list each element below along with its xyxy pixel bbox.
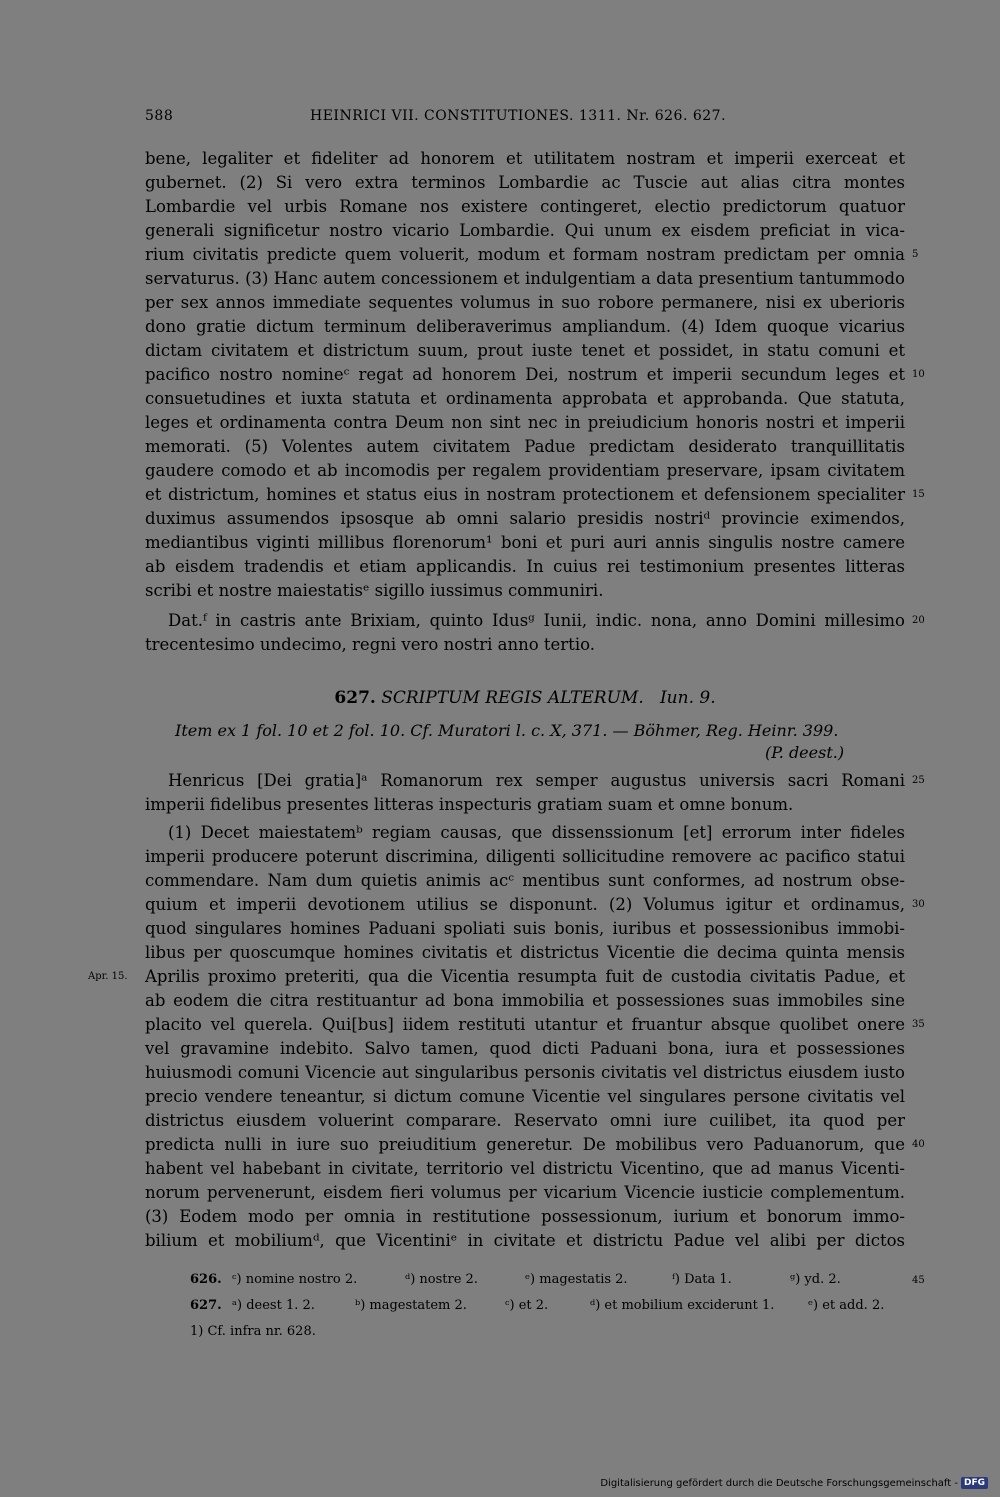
text-line: gaudere comodo et ab incomodis per regalem providentiam preservare, ipsam civitatem — [145, 461, 905, 480]
text-line: huiusmodi comuni Vicencie aut singularibus personis civitatis vel districtus eiusdem iusto — [145, 1063, 905, 1082]
footnote-item: ᶜ) nomine nostro 2. — [232, 1272, 358, 1287]
text-line: vel gravamine indebito. Salvo tamen, quod dicti Paduani bona, iura et possessiones — [145, 1039, 905, 1058]
text-line: quod singulares homines Paduani spoliati suis bonis, iuribus et possessionibus immobi- — [145, 919, 905, 938]
text-line: (3) Eodem modo per omnia in restitutione possessionum, iurium et bonorum immo- — [145, 1207, 905, 1226]
text-line: mediantibus viginti millibus florenorum¹ boni et puri auri annis singulis nostre camere — [145, 533, 905, 552]
text-line: dictam civitatem et districtum suum, prout iuste tenet et possidet, in statu comuni et — [145, 341, 905, 360]
footnote-label-627: 627. — [190, 1298, 222, 1313]
footnote-item: ᵍ) yd. 2. — [790, 1272, 841, 1287]
line-number: 20 — [912, 615, 925, 626]
text-line: gubernet. (2) Si vero extra terminos Lombardie ac Tuscie aut alias citra montes — [145, 173, 905, 192]
footnote-item: ᶜ) et 2. — [505, 1298, 549, 1313]
text-line: servaturus. (3) Hanc autem concessionem et indulgentiam a data presentium tantummodo — [145, 269, 905, 288]
margin-date-note: Apr. 15. — [88, 971, 128, 982]
text-line: Lombardie vel urbis Romane nos existere contingeret, electio predictorum quatuor — [145, 197, 905, 216]
text-line: rium civitatis predicte quem voluerit, modum et formam nostram predictam per omnia — [145, 245, 905, 264]
text-line: precio vendere teneantur, si dictum comune Vicentie vel singulares persone civitatis vel — [145, 1087, 905, 1106]
footnote-item: 1) Cf. infra nr. 628. — [190, 1324, 316, 1339]
text-line: leges et ordinamenta contra Deum non sint nec in preiudicium honoris nostri et imperii — [145, 413, 905, 432]
line-number: 25 — [912, 775, 925, 786]
text-line: commendare. Nam dum quietis animis acᶜ mentibus sunt conformes, ad nostrum obse- — [145, 871, 905, 890]
dating-line: trecentesimo undecimo, regni vero nostri anno tertio. — [145, 635, 595, 654]
text-line: norum pervenerunt, eisdem fieri volumus per vicarium Vicencie iusticie complementum. — [145, 1183, 905, 1202]
funding-notice: Digitalisierung gefördert durch die Deutsche Forschungsgemeinschaft - — [600, 1477, 958, 1489]
text-line: generali significetur nostro vicario Lombardie. Qui unum ex eisdem preficiat in vica- — [145, 221, 905, 240]
line-number: 40 — [912, 1139, 925, 1150]
text-line: ab eisdem tradendis et etiam applicandis. In cuius rei testimonium presentes litteras — [145, 557, 905, 576]
text-line: predicta nulli in iure suo preiuditium generetur. De mobilibus vero Paduanorum, que — [145, 1135, 905, 1154]
text-line: pacifico nostro nomineᶜ regat ad honorem Dei, nostrum et imperii secundum leges et — [145, 365, 905, 384]
dfg-logo: DFG — [961, 1477, 988, 1489]
line-number: 10 — [912, 369, 925, 380]
text-line: bene, legaliter et fideliter ad honorem et utilitatem nostram et imperii exerceat et — [145, 149, 905, 168]
line-number: 5 — [912, 249, 919, 260]
page-number: 588 — [145, 108, 174, 124]
text-line: consuetudines et iuxta statuta et ordinamenta approbata et approbanda. Que statuta, — [145, 389, 905, 408]
footnote-label-626: 626. — [190, 1272, 222, 1287]
line-number: 45 — [912, 1275, 925, 1286]
running-title: HEINRICI VII. CONSTITUTIONES. 1311. Nr. 626. 627. — [310, 108, 727, 124]
text-line: libus per quoscumque homines civitatis et districtus Vicentie die decima quinta mensis — [145, 943, 905, 962]
footnote-item: ᵈ) nostre 2. — [405, 1272, 478, 1287]
source-line: Item ex 1 fol. 10 et 2 fol. 10. Cf. Muratori l. c. X, 371. — Böhmer, Reg. Heinr. 399. — [175, 721, 839, 740]
line-number: 15 — [912, 489, 925, 500]
dating-line: Dat.ᶠ in castris ante Brixiam, quinto Idusᵍ Iunii, indic. nona, anno Domini millesimo — [168, 611, 905, 630]
text-line: memorati. (5) Volentes autem civitatem Padue predictam desiderato tranquillitatis — [145, 437, 905, 456]
document-date: Iun. 9. — [659, 688, 716, 708]
text-line: scribi et nostre maiestatisᵉ sigillo iussimus communiri. — [145, 581, 604, 600]
document-heading — [145, 686, 905, 710]
footnote-item: ᵉ) magestatis 2. — [525, 1272, 628, 1287]
footnote-item: ᵃ) deest 1. 2. — [232, 1298, 315, 1313]
text-line: Aprilis proximo preteriti, qua die Vicentia resumpta fuit de custodia civitatis Padue, et — [145, 967, 905, 986]
line-number: 30 — [912, 899, 925, 910]
text-line: quium et imperii devotionem utilius se disponunt. (2) Volumus igitur et ordinamus, — [145, 895, 905, 914]
text-line: placito vel querela. Qui[bus] iidem restituti utantur et fruantur absque quolibet onere — [145, 1015, 905, 1034]
footnote-item: ᶠ) Data 1. — [672, 1272, 732, 1287]
line-number: 35 — [912, 1019, 925, 1030]
intro-line: imperii fidelibus presentes litteras inspecturis gratiam suam et omne bonum. — [145, 795, 794, 814]
text-line: (1) Decet maiestatemᵇ regiam causas, que dissenssionum [et] errorum inter fideles — [168, 823, 905, 842]
text-line: dono gratie dictum terminum deliberaverimus ampliandum. (4) Idem quoque vicarius — [145, 317, 905, 336]
text-line: districtus eiusdem voluerint comparare. Reservato omni iure cuilibet, ita quod per — [145, 1111, 905, 1130]
dfg-footer — [600, 1477, 988, 1489]
document-title: SCRIPTUM REGIS ALTERUM. — [381, 688, 644, 708]
footnote-item: ᵇ) magestatem 2. — [355, 1298, 467, 1313]
text-line: duximus assumendos ipsosque ab omni salario presidis nostriᵈ provincie eximendos, — [145, 509, 905, 528]
intro-line: Henricus [Dei gratia]ᵃ Romanorum rex semper augustus universis sacri Romani — [168, 771, 905, 790]
document-number: 627. — [334, 688, 376, 708]
text-line: habent vel habebant in civitate, territorio vel districtu Vicentino, que ad manus Vicenti- — [145, 1159, 905, 1178]
text-line: per sex annos immediate sequentes volumus in suo robore permanere, nisi ex uberioris — [145, 293, 905, 312]
footnote-item: ᵈ) et mobilium exciderunt 1. — [590, 1298, 775, 1313]
source-line: (P. deest.) — [765, 743, 845, 762]
text-line: ab eodem die citra restituantur ad bona immobilia et possessiones suas immobiles sine — [145, 991, 905, 1010]
text-line: et districtum, homines et status eius in nostram protectionem et defensionem specialiter — [145, 485, 905, 504]
text-line: bilium et mobiliumᵈ, que Vicentiniᵉ in civitate et districtu Padue vel alibi per dictos — [145, 1231, 905, 1250]
footnote-item: ᵉ) et add. 2. — [808, 1298, 885, 1313]
text-line: imperii producere poterunt discrimina, diligenti sollicitudine removere ac pacifico statui — [145, 847, 905, 866]
